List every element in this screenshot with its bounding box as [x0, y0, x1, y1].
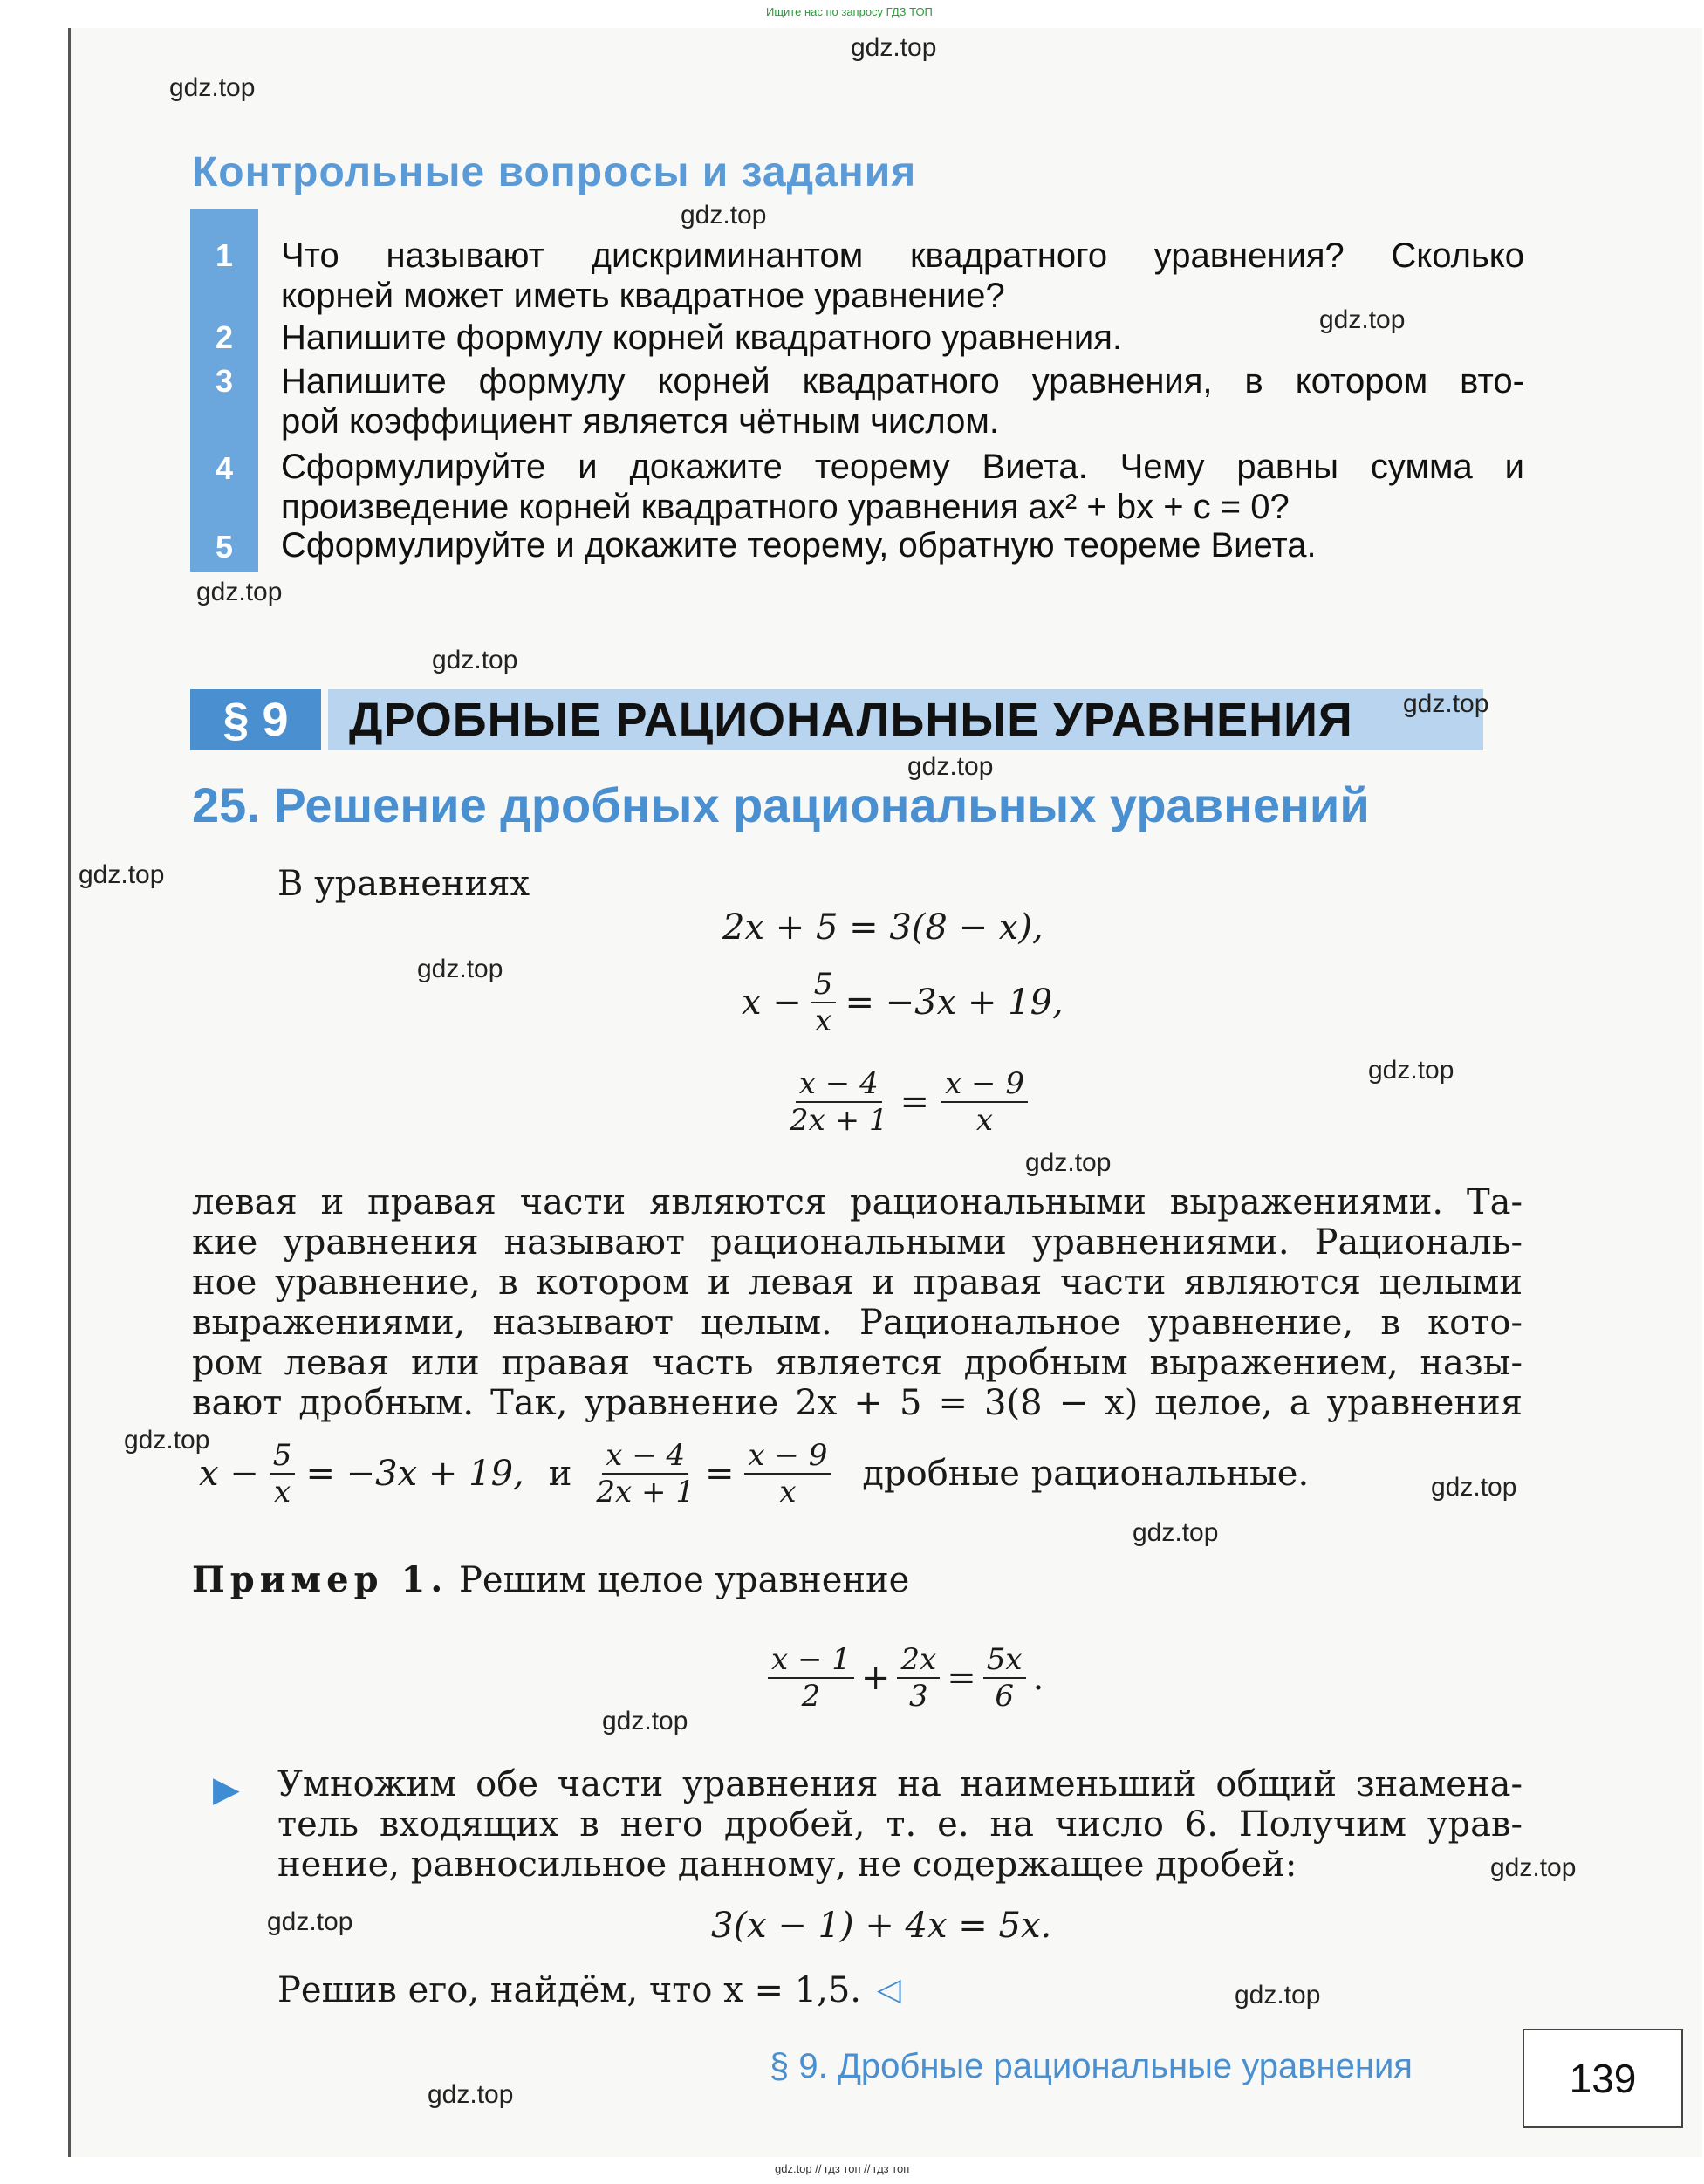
- equation-4: [768, 1642, 1044, 1714]
- eq3-numerator: x − 4: [796, 1066, 882, 1103]
- question-line: рой коэффициент является чётным числом.: [281, 402, 999, 441]
- watermark: gdz.top: [1403, 689, 1489, 718]
- definition-paragraph: [192, 1182, 1523, 1423]
- question-number: 5: [215, 529, 234, 565]
- example-line: [192, 1560, 909, 1600]
- watermark: gdz.top: [907, 752, 994, 781]
- question-line: произведение корней квадратного уравнения ax² + bx + c = 0?: [281, 488, 1290, 526]
- conjunction: и: [548, 1454, 572, 1494]
- eq2-rhs: = −3x + 19,: [845, 982, 1064, 1023]
- question-number: 4: [215, 450, 234, 486]
- watermark: gdz.top: [1431, 1473, 1517, 1502]
- watermark: gdz.top: [602, 1707, 688, 1736]
- question-4: [281, 447, 1524, 527]
- paragraph-line: кие уравнения называют рациональными уравнениями. Рациональ-: [192, 1222, 1523, 1263]
- eq4-denominator: 3: [909, 1679, 928, 1714]
- eq3-equals: =: [900, 1082, 930, 1122]
- solution-paragraph: [277, 1764, 1523, 1885]
- watermark: gdz.top: [1368, 1056, 1454, 1085]
- question-line: Сформулируйте и докажите теорему Виета. Чему равны сумма и: [281, 448, 1524, 486]
- page-number: 139: [1523, 2029, 1683, 2128]
- eq4-plus: +: [860, 1658, 891, 1698]
- solution-start-arrow-icon: ▶: [213, 1770, 240, 1810]
- eq4-numerator: 5x: [983, 1642, 1026, 1679]
- inline-denominator: 2x + 1: [596, 1475, 695, 1510]
- section-title: ДРОБНЫЕ РАЦИОНАЛЬНЫЕ УРАВНЕНИЯ: [328, 689, 1483, 750]
- question-line: Что называют дискриминантом квадратного уравнения? Сколько: [281, 236, 1524, 275]
- watermark: gdz.top: [1025, 1148, 1112, 1177]
- inline-denominator: x: [779, 1475, 797, 1510]
- paragraph-line: выражениями, называют целым. Рациональное уравнение, в кото-: [192, 1303, 1523, 1343]
- watermark: gdz.top: [432, 646, 518, 674]
- inline-eq3-fraction-right: [744, 1438, 831, 1510]
- solution-end-arrow-icon: ◁: [877, 1972, 901, 2008]
- eq4-numerator: 2x: [897, 1642, 940, 1679]
- solution-line: тель входящих в него дробей, т. е. на число 6. Получим урав-: [277, 1804, 1523, 1845]
- eq2-numerator: 5: [811, 967, 837, 1003]
- inline-equals: =: [704, 1454, 735, 1494]
- example-label: Пример 1.: [192, 1559, 448, 1600]
- eq3-denominator: x: [975, 1103, 994, 1138]
- watermark: gdz.top: [428, 2080, 514, 2109]
- inline-numerator: x − 9: [744, 1438, 831, 1475]
- section-badge: § 9: [190, 689, 321, 750]
- watermark: gdz.top: [417, 955, 503, 983]
- running-footer: § 9. Дробные рациональные уравнения: [770, 2047, 1413, 2085]
- question-number: 3: [215, 363, 234, 399]
- equation-3: [790, 1066, 1028, 1138]
- question-number: 2: [215, 319, 234, 355]
- eq2-lhs: x −: [742, 982, 802, 1023]
- eq3-fraction-right: [941, 1066, 1028, 1138]
- watermark: gdz.top: [851, 33, 937, 62]
- question-3: [281, 361, 1524, 442]
- watermark: gdz.top: [1319, 305, 1406, 334]
- watermark: gdz.top: [79, 860, 165, 889]
- eq4-fraction: [983, 1642, 1026, 1714]
- bottom-note: gdz.top // гдз топ // гдз топ: [775, 2162, 910, 2175]
- eq4-numerator: x − 1: [768, 1642, 854, 1679]
- paragraph-line: левая и правая части являются рациональными выражениями. Та-: [192, 1182, 1523, 1222]
- inline-eq2-lhs: x −: [199, 1454, 259, 1494]
- eq4-fraction: [768, 1642, 854, 1714]
- eq4-denominator: 2: [801, 1679, 821, 1714]
- watermark: gdz.top: [267, 1907, 353, 1936]
- intro-text: В уравнениях: [277, 864, 530, 904]
- eq2-denominator: x: [815, 1003, 832, 1038]
- subsection-title: 25. Решение дробных рациональных уравнений: [192, 777, 1370, 832]
- watermark: gdz.top: [124, 1426, 210, 1455]
- conclusion-text: Решив его, найдём, что x = 1,5.: [277, 1970, 862, 2010]
- watermark: gdz.top: [169, 73, 256, 102]
- question-number: 1: [215, 237, 234, 273]
- paragraph-line: ное уравнение, в котором и левая и правая части являются целыми: [192, 1263, 1523, 1303]
- question-2: Напишите формулу корней квадратного уравнения.: [281, 318, 1123, 357]
- top-note: Ищите нас по запросу ГДЗ ТОП: [766, 5, 933, 18]
- eq3-numerator: x − 9: [941, 1066, 1028, 1103]
- question-line: корней может иметь квадратное уравнение?: [281, 277, 1005, 315]
- eq3-denominator: 2x + 1: [790, 1103, 888, 1138]
- solution-line: нение, равносильное данному, не содержащее дробей:: [277, 1845, 1297, 1885]
- example-text: Решим целое уравнение: [458, 1560, 910, 1600]
- question-line: Напишите формулу корней квадратного уравнения, в котором вто-: [281, 362, 1524, 401]
- inline-eq2-rhs: = −3x + 19,: [305, 1454, 524, 1494]
- questions-heading: Контрольные вопросы и задания: [192, 149, 917, 195]
- watermark: gdz.top: [1133, 1518, 1219, 1547]
- inline-numerator: x − 4: [602, 1438, 688, 1475]
- question-5: Сформулируйте и докажите теорему, обратную теореме Виета.: [281, 526, 1317, 565]
- paragraph-last-line: [199, 1438, 1309, 1510]
- eq4-period: .: [1032, 1658, 1044, 1698]
- inline-denominator: x: [274, 1475, 291, 1510]
- inline-eq3-fraction-left: [596, 1438, 695, 1510]
- inline-numerator: 5: [270, 1438, 296, 1475]
- equation-5: 3(x − 1) + 4x = 5x.: [711, 1906, 1052, 1946]
- solution-line: Умножим обе части уравнения на наименьший общий знамена-: [277, 1764, 1523, 1804]
- paragraph-tail: дробные рациональные.: [862, 1454, 1310, 1494]
- watermark: gdz.top: [1490, 1853, 1577, 1882]
- eq4-fraction: [897, 1642, 940, 1714]
- eq4-equals: =: [947, 1658, 976, 1698]
- eq3-fraction-left: [790, 1066, 888, 1138]
- inline-eq2-fraction: [270, 1438, 296, 1510]
- question-1: [281, 236, 1524, 316]
- watermark: gdz.top: [1235, 1981, 1321, 2009]
- equation-1: 2x + 5 = 3(8 − x),: [722, 907, 1044, 948]
- eq4-denominator: 6: [995, 1679, 1014, 1714]
- paragraph-line: ром левая или правая часть является дробным выражением, назы-: [192, 1343, 1523, 1383]
- eq2-fraction: [811, 967, 837, 1038]
- conclusion-line: [277, 1970, 901, 2010]
- equation-2: [742, 967, 1064, 1038]
- watermark: gdz.top: [681, 201, 767, 229]
- paragraph-line: вают дробным. Так, уравнение 2x + 5 = 3(8 − x) целое, а уравнения: [192, 1383, 1523, 1423]
- watermark: gdz.top: [196, 578, 283, 606]
